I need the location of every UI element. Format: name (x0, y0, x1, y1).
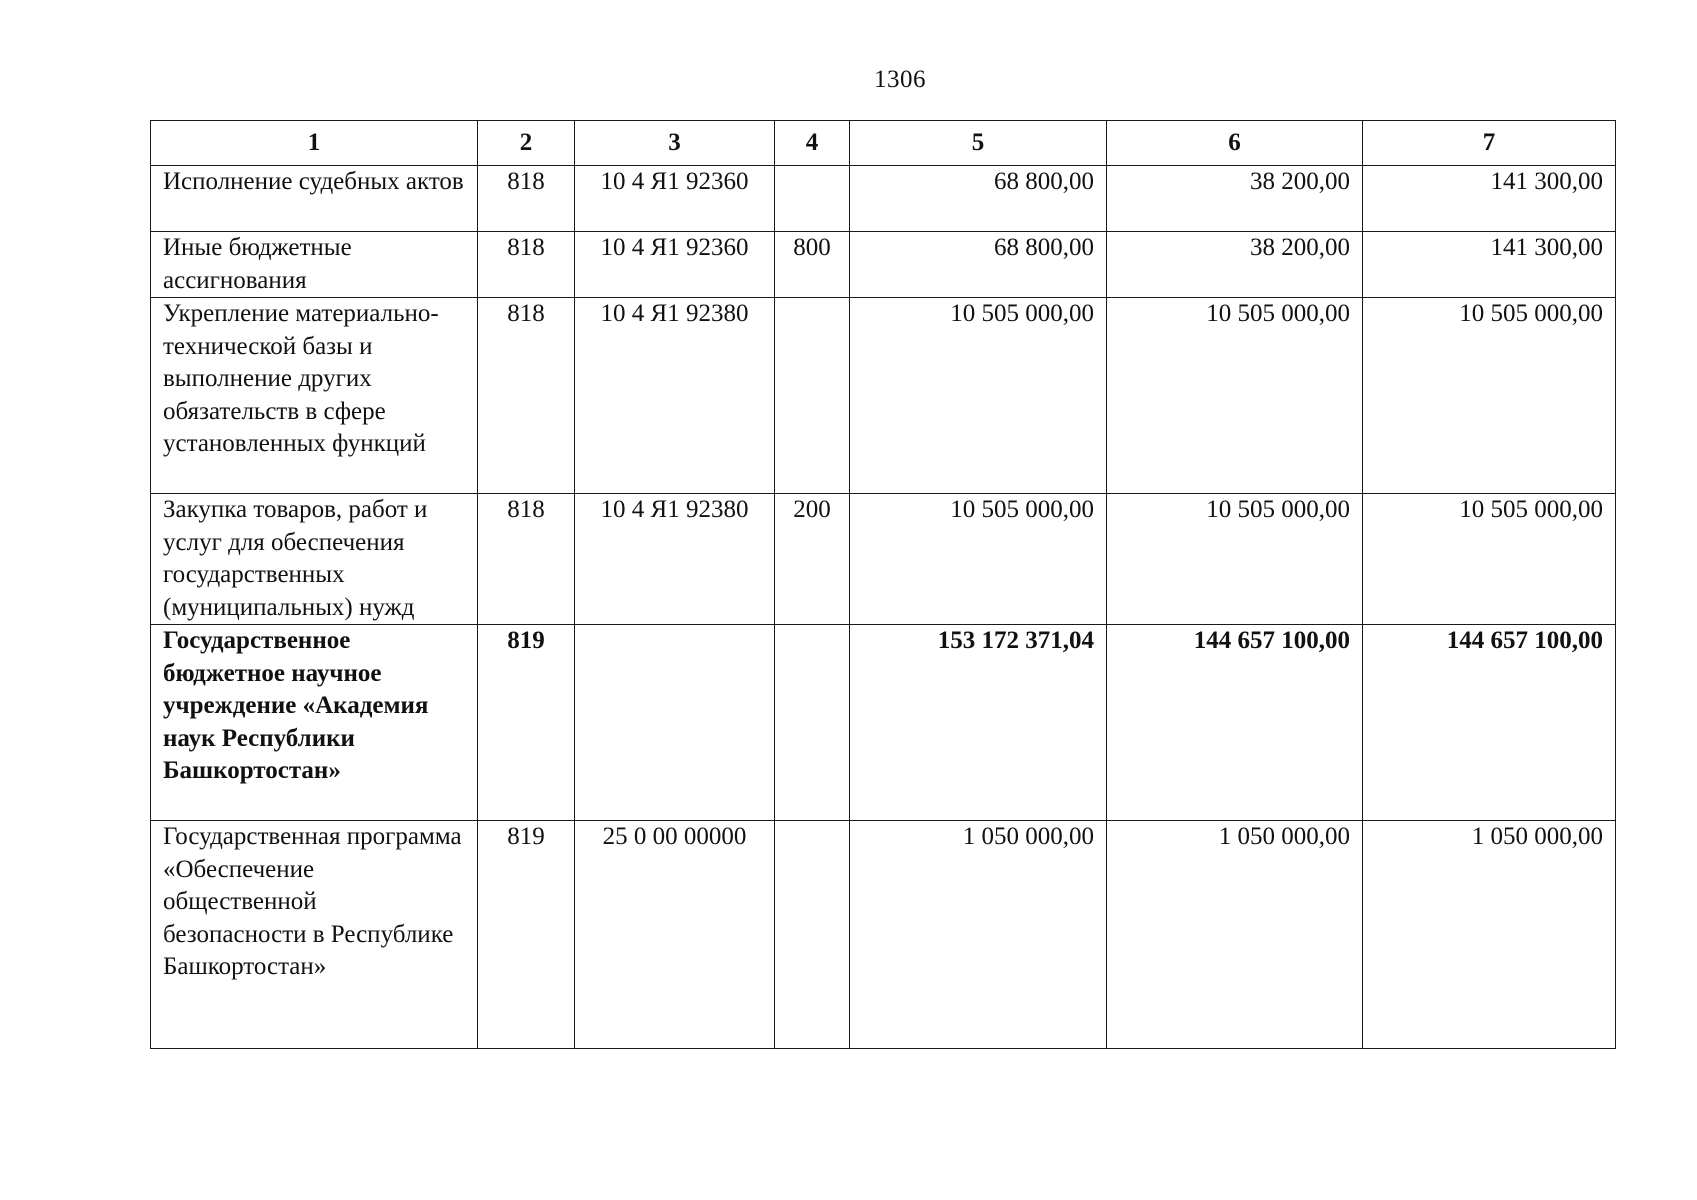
header-row (151, 121, 1616, 166)
row-expense-type (775, 821, 850, 1049)
column-header-5: 5 (850, 121, 1107, 166)
column-header-2: 2 (478, 121, 575, 166)
row-target-code (575, 625, 775, 821)
row-amount-7: 10 505 000,00 (1363, 494, 1616, 625)
row-name: Закупка товаров, работ и услуг для обеспечения государственных (муниципальных) нужд (151, 494, 478, 625)
row-expense-type: 200 (775, 494, 850, 625)
row-amount-5: 68 800,00 (850, 232, 1107, 298)
column-header-6: 6 (1107, 121, 1363, 166)
row-name: Государственная программа «Обеспечение общественной безопасности в Республике Башкортостан» (151, 821, 478, 1049)
row-target-code: 10 4 Я1 92380 (575, 494, 775, 625)
row-amount-7: 1 050 000,00 (1363, 821, 1616, 1049)
column-header-1: 1 (151, 121, 478, 166)
row-amount-6: 10 505 000,00 (1107, 494, 1363, 625)
row-target-code: 10 4 Я1 92360 (575, 166, 775, 232)
row-expense-type: 800 (775, 232, 850, 298)
row-amount-6: 38 200,00 (1107, 166, 1363, 232)
row-name: Укрепление материально-технической базы и выполнение других обязательств в сфере установленных функций (151, 298, 478, 494)
row-ministry-code: 818 (478, 232, 575, 298)
row-amount-5: 10 505 000,00 (850, 298, 1107, 494)
row-ministry-code: 818 (478, 166, 575, 232)
row-target-code: 10 4 Я1 92360 (575, 232, 775, 298)
row-amount-6: 38 200,00 (1107, 232, 1363, 298)
table-row (151, 625, 1616, 821)
row-amount-6: 10 505 000,00 (1107, 298, 1363, 494)
table-row (151, 821, 1616, 1049)
row-ministry-code: 819 (478, 821, 575, 1049)
column-header-4: 4 (775, 121, 850, 166)
row-name: Государственное бюджетное научное учреждение «Академия наук Республики Башкортостан» (151, 625, 478, 821)
row-name: Исполнение судебных актов (151, 166, 478, 232)
row-target-code: 10 4 Я1 92380 (575, 298, 775, 494)
row-expense-type (775, 298, 850, 494)
row-amount-7: 141 300,00 (1363, 232, 1616, 298)
budget-table (150, 120, 1616, 1049)
column-header-7: 7 (1363, 121, 1616, 166)
row-ministry-code: 818 (478, 494, 575, 625)
row-amount-6: 1 050 000,00 (1107, 821, 1363, 1049)
row-name: Иные бюджетные ассигнования (151, 232, 478, 298)
row-expense-type (775, 625, 850, 821)
row-expense-type (775, 166, 850, 232)
row-amount-7: 10 505 000,00 (1363, 298, 1616, 494)
row-amount-5: 153 172 371,04 (850, 625, 1107, 821)
table-row (151, 298, 1616, 494)
row-target-code: 25 0 00 00000 (575, 821, 775, 1049)
table-row (151, 166, 1616, 232)
row-amount-7: 141 300,00 (1363, 166, 1616, 232)
row-ministry-code: 818 (478, 298, 575, 494)
row-ministry-code: 819 (478, 625, 575, 821)
row-amount-5: 1 050 000,00 (850, 821, 1107, 1049)
page-number: 1306 (874, 66, 926, 93)
table-row (151, 232, 1616, 298)
row-amount-5: 68 800,00 (850, 166, 1107, 232)
row-amount-5: 10 505 000,00 (850, 494, 1107, 625)
table-row (151, 494, 1616, 625)
row-amount-6: 144 657 100,00 (1107, 625, 1363, 821)
column-header-3: 3 (575, 121, 775, 166)
row-amount-7: 144 657 100,00 (1363, 625, 1616, 821)
